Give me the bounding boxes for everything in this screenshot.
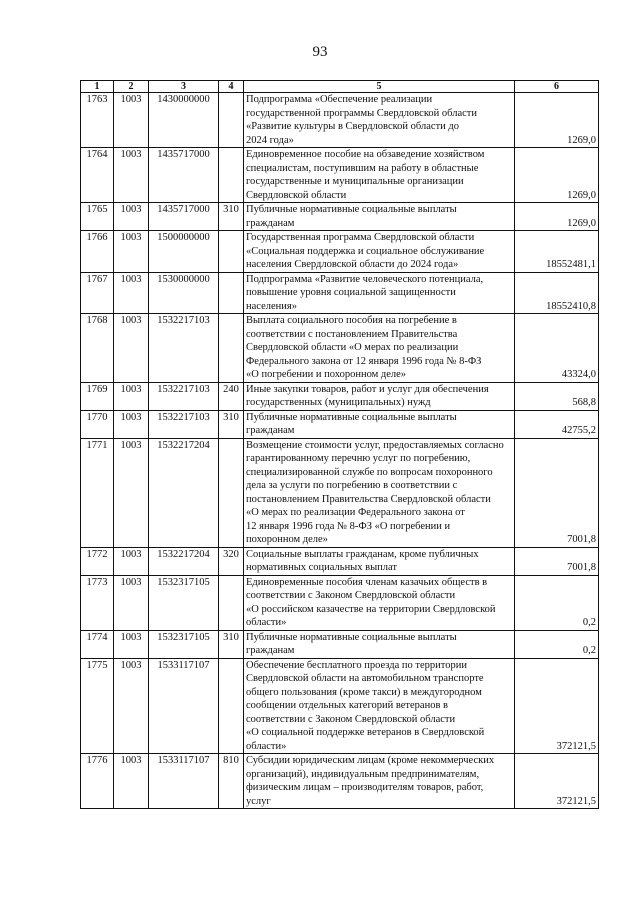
amount: 1269,0 [515, 93, 599, 148]
section-code: 1003 [114, 410, 149, 438]
expense-type-code [219, 272, 244, 314]
section-code: 1003 [114, 575, 149, 630]
item-name: Публичные нормативные социальные выплаты гражданам [244, 410, 515, 438]
item-name: Единовременное пособие на обзаведение хозяйством специалистам, поступившим на работу в областные государственные и муниципальные организации Свердловской области [244, 148, 515, 203]
item-name: Подпрограмма «Обеспечение реализации государственной программы Свердловской области «Развитие культуры в Свердловской области до 2024 года» [244, 93, 515, 148]
section-code: 1003 [114, 203, 149, 231]
row-number: 1774 [81, 630, 114, 658]
target-article-code: 1500000000 [149, 231, 219, 273]
row-number: 1763 [81, 93, 114, 148]
target-article-code: 1532217103 [149, 382, 219, 410]
expense-type-code [219, 231, 244, 273]
expense-type-code [219, 438, 244, 547]
row-number: 1773 [81, 575, 114, 630]
row-number: 1768 [81, 314, 114, 383]
table-row [81, 231, 599, 273]
table-row [81, 382, 599, 410]
amount: 1269,0 [515, 203, 599, 231]
row-number: 1772 [81, 547, 114, 575]
budget-table [80, 80, 599, 809]
row-number: 1764 [81, 148, 114, 203]
header-row [81, 81, 599, 93]
amount: 7001,8 [515, 547, 599, 575]
amount: 18552410,8 [515, 272, 599, 314]
expense-type-code: 320 [219, 547, 244, 575]
amount: 1269,0 [515, 148, 599, 203]
target-article-code: 1532317105 [149, 630, 219, 658]
target-article-code: 1532217103 [149, 314, 219, 383]
header-cell-3: 3 [149, 81, 219, 93]
item-name: Выплата социального пособия на погребение в соответствии с постановлением Правительства Свердловской области «О мерах по реализации Федерального закона от 12 января 1996 года № 8-ФЗ «О погребении и похоронном деле» [244, 314, 515, 383]
table-row [81, 203, 599, 231]
expense-type-code: 810 [219, 754, 244, 809]
header-cell-6: 6 [515, 81, 599, 93]
section-code: 1003 [114, 754, 149, 809]
target-article-code: 1530000000 [149, 272, 219, 314]
section-code: 1003 [114, 93, 149, 148]
section-code: 1003 [114, 148, 149, 203]
header-cell-2: 2 [114, 81, 149, 93]
row-number: 1765 [81, 203, 114, 231]
table-row [81, 754, 599, 809]
row-number: 1775 [81, 658, 114, 754]
section-code: 1003 [114, 272, 149, 314]
item-name: Публичные нормативные социальные выплаты гражданам [244, 630, 515, 658]
amount: 568,8 [515, 382, 599, 410]
section-code: 1003 [114, 438, 149, 547]
expense-type-code [219, 314, 244, 383]
target-article-code: 1532317105 [149, 575, 219, 630]
expense-type-code: 310 [219, 410, 244, 438]
expense-type-code: 310 [219, 203, 244, 231]
table-row [81, 272, 599, 314]
target-article-code: 1532217204 [149, 547, 219, 575]
amount: 42755,2 [515, 410, 599, 438]
row-number: 1767 [81, 272, 114, 314]
target-article-code: 1533117107 [149, 754, 219, 809]
section-code: 1003 [114, 630, 149, 658]
amount: 372121,5 [515, 754, 599, 809]
target-article-code: 1532217204 [149, 438, 219, 547]
item-name: Иные закупки товаров, работ и услуг для обеспечения государственных (муниципальных) нужд [244, 382, 515, 410]
target-article-code: 1435717000 [149, 148, 219, 203]
item-name: Субсидии юридическим лицам (кроме некоммерческих организаций), индивидуальным предпринимателям, физическим лицам – производителям товаров, работ, услуг [244, 754, 515, 809]
header-cell-5: 5 [244, 81, 515, 93]
table-row [81, 658, 599, 754]
section-code: 1003 [114, 547, 149, 575]
section-code: 1003 [114, 231, 149, 273]
amount: 43324,0 [515, 314, 599, 383]
section-code: 1003 [114, 314, 149, 383]
expense-type-code [219, 93, 244, 148]
row-number: 1776 [81, 754, 114, 809]
table-row [81, 410, 599, 438]
expense-type-code [219, 575, 244, 630]
amount: 7001,8 [515, 438, 599, 547]
page-number: 93 [312, 44, 328, 60]
amount: 18552481,1 [515, 231, 599, 273]
amount: 372121,5 [515, 658, 599, 754]
item-name: Единовременные пособия членам казачьих обществ в соответствии с Законом Свердловской области «О российском казачестве на территории Свердловской области» [244, 575, 515, 630]
amount: 0,2 [515, 575, 599, 630]
row-number: 1770 [81, 410, 114, 438]
header-cell-1: 1 [81, 81, 114, 93]
row-number: 1766 [81, 231, 114, 273]
table-row [81, 314, 599, 383]
table-row [81, 575, 599, 630]
target-article-code: 1533117107 [149, 658, 219, 754]
item-name: Обеспечение бесплатного проезда по территории Свердловской области на автомобильном транспорте общего пользования (кроме такси) в междугородном сообщении отдельных категорий ветеранов в соответствии с Законом Свердловской области «О социальной поддержке ветеранов в Свердловской области» [244, 658, 515, 754]
item-name: Государственная программа Свердловской области «Социальная поддержка и социальное обслуживание населения Свердловской области до 2024 года» [244, 231, 515, 273]
section-code: 1003 [114, 658, 149, 754]
table-row [81, 630, 599, 658]
table-row [81, 547, 599, 575]
target-article-code: 1435717000 [149, 203, 219, 231]
table-row [81, 438, 599, 547]
table-body [81, 93, 599, 809]
item-name: Возмещение стоимости услуг, предоставляемых согласно гарантированному перечню услуг по погребению, специализированной службе по вопросам похоронного дела за услуги по погребению в соответствии с постановлением Правительства Свердловской области «О мерах по реализации Федерального закона от 12 января 1996 года № 8-ФЗ «О погребении и похоронном деле» [244, 438, 515, 547]
row-number: 1771 [81, 438, 114, 547]
row-number: 1769 [81, 382, 114, 410]
header-cell-4: 4 [219, 81, 244, 93]
expense-type-code: 310 [219, 630, 244, 658]
target-article-code: 1430000000 [149, 93, 219, 148]
item-name: Социальные выплаты гражданам, кроме публичных нормативных социальных выплат [244, 547, 515, 575]
section-code: 1003 [114, 382, 149, 410]
item-name: Подпрограмма «Развитие человеческого потенциала, повышение уровня социальной защищенности населения» [244, 272, 515, 314]
table-row [81, 93, 599, 148]
expense-type-code [219, 148, 244, 203]
item-name: Публичные нормативные социальные выплаты гражданам [244, 203, 515, 231]
amount: 0,2 [515, 630, 599, 658]
table-row [81, 148, 599, 203]
expense-type-code: 240 [219, 382, 244, 410]
expense-type-code [219, 658, 244, 754]
target-article-code: 1532217103 [149, 410, 219, 438]
